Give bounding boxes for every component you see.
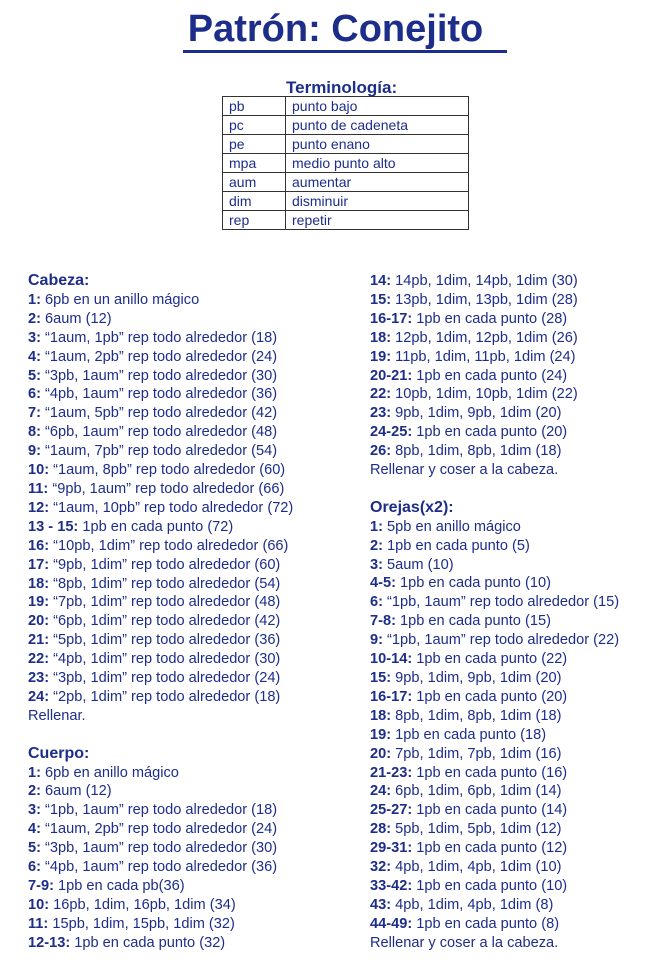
term-abbr: pe	[223, 135, 286, 154]
row-instruction: “1pb, 1aum” rep todo alrededor (18)	[45, 802, 278, 819]
row-instruction: “4pb, 1aum” rep todo alrededor (36)	[45, 859, 278, 876]
row-number: 19:	[370, 726, 392, 743]
pattern-row	[28, 575, 293, 594]
row-instruction: 15pb, 1dim, 15pb, 1dim (32)	[52, 915, 235, 932]
row-number: 3:	[28, 329, 41, 346]
pattern-row	[370, 329, 619, 348]
term-abbr: dim	[223, 192, 286, 211]
pattern-row	[28, 764, 293, 783]
row-number: 14:	[370, 273, 392, 289]
pattern-row	[28, 461, 293, 480]
term-abbr: pc	[223, 116, 286, 135]
cuerpo-rows	[28, 764, 293, 953]
pattern-row	[370, 385, 619, 404]
pattern-row	[28, 915, 293, 934]
row-instruction: 6pb en un anillo mágico	[45, 291, 200, 308]
pattern-row	[28, 858, 293, 877]
pattern-row	[370, 801, 619, 820]
row-instruction: 9pb, 1dim, 9pb, 1dim (20)	[395, 405, 562, 422]
pattern-row	[370, 518, 619, 537]
row-instruction: “4pb, 1aum” rep todo alrededor (36)	[45, 386, 278, 403]
row-number: 6:	[28, 859, 41, 876]
row-number: 23:	[28, 670, 50, 687]
pattern-row	[28, 669, 293, 688]
row-instruction: 1pb en cada punto (12)	[416, 840, 568, 857]
row-number: 24:	[28, 688, 50, 705]
row-number: 7-8:	[370, 613, 396, 630]
pattern-row	[28, 688, 293, 707]
row-instruction: 1pb en cada punto (22)	[416, 651, 568, 668]
pattern-row	[370, 688, 619, 707]
row-instruction: 6aum (12)	[45, 783, 112, 800]
row-number: 9:	[370, 632, 383, 649]
orejas-note: Rellenar y coser a la cabeza.	[370, 934, 559, 951]
terminology-row	[223, 192, 469, 211]
row-number: 24:	[370, 783, 392, 800]
row-number: 22:	[28, 651, 50, 668]
row-instruction: “5pb, 1dim” rep todo alrededor (36)	[53, 632, 281, 649]
pattern-row	[28, 896, 293, 915]
pattern-row	[370, 839, 619, 858]
terminology-row	[223, 135, 469, 154]
row-number: 21:	[28, 632, 50, 649]
row-number: 20:	[370, 745, 392, 762]
pattern-row	[28, 820, 293, 839]
pattern-row	[28, 310, 293, 329]
row-number: 12-13:	[28, 934, 71, 951]
pattern-row	[370, 745, 619, 764]
row-number: 18:	[28, 575, 50, 592]
pattern-row	[28, 329, 293, 348]
row-number: 26:	[370, 443, 392, 460]
cabeza-note: Rellenar.	[28, 707, 86, 724]
pattern-row	[28, 556, 293, 575]
terminology-table	[222, 96, 469, 230]
row-instruction: 1pb en cada punto (18)	[395, 726, 547, 743]
row-instruction: “1aum, 2pb” rep todo alrededor (24)	[45, 821, 278, 838]
pattern-row	[370, 348, 619, 367]
pattern-row	[28, 631, 293, 650]
row-instruction: 5pb en anillo mágico	[387, 518, 521, 535]
pattern-row	[28, 518, 293, 537]
row-instruction: 6pb, 1dim, 6pb, 1dim (14)	[395, 783, 562, 800]
row-instruction: “9pb, 1aum” rep todo alrededor (66)	[52, 480, 285, 497]
pattern-row	[370, 896, 619, 915]
pattern-row	[28, 499, 293, 518]
pattern-row	[28, 877, 293, 896]
row-number: 2:	[370, 537, 383, 554]
pattern-row	[28, 404, 293, 423]
row-number: 28:	[370, 821, 392, 838]
pattern-row	[370, 858, 619, 877]
row-number: 10-14:	[370, 651, 413, 668]
row-number: 19:	[28, 594, 50, 611]
pattern-row	[370, 915, 619, 934]
row-instruction: “6pb, 1aum” rep todo alrededor (48)	[45, 424, 278, 441]
pattern-row	[370, 556, 619, 575]
pattern-row	[370, 726, 619, 745]
row-number: 11:	[28, 915, 49, 932]
row-instruction: “1aum, 5pb” rep todo alrededor (42)	[45, 405, 278, 422]
row-number: 6:	[28, 386, 41, 403]
row-number: 24-25:	[370, 424, 413, 441]
row-instruction: 1pb en cada pb(36)	[58, 877, 185, 894]
row-number: 19:	[370, 348, 392, 365]
row-number: 8:	[28, 424, 41, 441]
row-number: 4:	[28, 348, 41, 365]
term-meaning: punto enano	[286, 135, 469, 154]
row-instruction: “8pb, 1dim” rep todo alrededor (54)	[53, 575, 281, 592]
term-abbr: rep	[223, 211, 286, 230]
row-number: 25-27:	[370, 802, 413, 819]
row-instruction: 1pb en cada punto (10)	[416, 877, 568, 894]
row-instruction: “1pb, 1aum” rep todo alrededor (22)	[387, 632, 620, 649]
pattern-row	[28, 423, 293, 442]
pattern-row	[370, 707, 619, 726]
row-number: 1:	[370, 518, 383, 535]
pattern-row	[28, 537, 293, 556]
row-instruction: 1pb en cada punto (20)	[416, 424, 568, 441]
terminology-row	[223, 97, 469, 116]
row-instruction: 1pb en cada punto (15)	[400, 613, 551, 630]
row-instruction: 6aum (12)	[45, 310, 112, 327]
row-instruction: 1pb en cada punto (32)	[74, 934, 226, 951]
row-number: 18:	[370, 329, 392, 346]
cabeza-rows	[28, 291, 293, 707]
row-instruction: 1pb en cada punto (24)	[416, 367, 568, 384]
row-instruction: 5aum (10)	[387, 556, 454, 573]
row-instruction: 1pb en cada punto (5)	[387, 537, 530, 554]
row-number: 3:	[28, 802, 41, 819]
term-meaning: punto de cadeneta	[286, 116, 469, 135]
row-instruction: 12pb, 1dim, 12pb, 1dim (26)	[395, 329, 578, 346]
row-instruction: “1pb, 1aum” rep todo alrededor (15)	[387, 594, 620, 611]
row-number: 20:	[28, 613, 50, 630]
cuerpo-title: Cuerpo:	[28, 744, 90, 762]
pattern-row	[28, 291, 293, 310]
pattern-row	[370, 291, 619, 310]
terminology-title: Terminología:	[286, 78, 398, 97]
row-number: 1:	[28, 764, 41, 781]
row-instruction: 11pb, 1dim, 11pb, 1dim (24)	[395, 348, 576, 365]
row-instruction: 1pb en cada punto (16)	[416, 764, 568, 781]
pattern-row	[370, 782, 619, 801]
row-number: 11:	[28, 480, 49, 497]
pattern-row	[370, 669, 619, 688]
pattern-row	[28, 442, 293, 461]
term-abbr: aum	[223, 173, 286, 192]
row-number: 43:	[370, 896, 392, 913]
pattern-row	[28, 348, 293, 367]
pattern-row	[28, 612, 293, 631]
orejas-title: Orejas(x2):	[370, 498, 454, 516]
pattern-row	[370, 877, 619, 896]
row-number: 15:	[370, 291, 392, 308]
term-meaning: disminuir	[286, 192, 469, 211]
cuerpo-rows-continued	[370, 272, 619, 461]
row-number: 32:	[370, 859, 392, 876]
row-number: 2:	[28, 310, 41, 327]
pattern-row	[370, 612, 619, 631]
pattern-row	[28, 385, 293, 404]
pattern-row	[370, 631, 619, 650]
row-instruction: 1pb en cada punto (28)	[416, 310, 568, 327]
terminology-row	[223, 154, 469, 173]
pattern-row	[370, 820, 619, 839]
row-instruction: “3pb, 1aum” rep todo alrededor (30)	[45, 840, 278, 857]
row-instruction: 5pb, 1dim, 5pb, 1dim (12)	[395, 821, 562, 838]
pattern-row	[370, 310, 619, 329]
row-instruction: 7pb, 1dim, 7pb, 1dim (16)	[395, 745, 562, 762]
row-instruction: 13pb, 1dim, 13pb, 1dim (28)	[395, 291, 578, 308]
row-instruction: “1aum, 10pb” rep todo alrededor (72)	[53, 499, 294, 516]
row-instruction: 4pb, 1dim, 4pb, 1dim (10)	[395, 859, 562, 876]
row-number: 4-5:	[370, 575, 396, 592]
row-instruction: “1aum, 2pb” rep todo alrededor (24)	[45, 348, 278, 365]
row-instruction: “9pb, 1dim” rep todo alrededor (60)	[53, 556, 281, 573]
row-instruction: 8pb, 1dim, 8pb, 1dim (18)	[395, 707, 562, 724]
row-instruction: “7pb, 1dim” rep todo alrededor (48)	[53, 594, 281, 611]
row-number: 16-17:	[370, 310, 413, 327]
row-number: 18:	[370, 707, 392, 724]
pattern-row	[28, 480, 293, 499]
term-meaning: punto bajo	[286, 97, 469, 116]
row-instruction: 16pb, 1dim, 16pb, 1dim (34)	[53, 896, 236, 913]
row-instruction: 10pb, 1dim, 10pb, 1dim (22)	[395, 386, 578, 403]
row-instruction: 9pb, 1dim, 9pb, 1dim (20)	[395, 670, 562, 687]
row-instruction: “10pb, 1dim” rep todo alrededor (66)	[53, 537, 289, 554]
row-number: 10:	[28, 896, 50, 913]
pattern-row	[370, 272, 619, 291]
row-instruction: “1aum, 1pb” rep todo alrededor (18)	[45, 329, 278, 346]
row-instruction: 4pb, 1dim, 4pb, 1dim (8)	[395, 896, 554, 913]
term-meaning: aumentar	[286, 173, 469, 192]
row-instruction: 14pb, 1dim, 14pb, 1dim (30)	[395, 273, 578, 289]
row-instruction: “4pb, 1dim” rep todo alrededor (30)	[53, 651, 281, 668]
pattern-row	[370, 593, 619, 612]
row-number: 29-31:	[370, 840, 413, 857]
terminology-row	[223, 173, 469, 192]
row-number: 23:	[370, 405, 392, 422]
section-gap	[370, 480, 619, 499]
row-number: 44-49:	[370, 915, 413, 932]
right-column	[370, 272, 619, 953]
row-number: 16:	[28, 537, 50, 554]
row-instruction: 6pb en anillo mágico	[45, 764, 179, 781]
term-meaning: repetir	[286, 211, 469, 230]
row-instruction: “2pb, 1dim” rep todo alrededor (18)	[53, 688, 281, 705]
term-abbr: mpa	[223, 154, 286, 173]
row-number: 7:	[28, 405, 41, 422]
left-column	[28, 272, 293, 953]
term-meaning: medio punto alto	[286, 154, 469, 173]
row-number: 22:	[370, 386, 392, 403]
title-underline	[183, 50, 507, 53]
row-number: 6:	[370, 594, 383, 611]
page-title: Patrón: Conejito	[187, 8, 484, 50]
row-instruction: 8pb, 1dim, 8pb, 1dim (18)	[395, 443, 562, 460]
row-number: 5:	[28, 367, 41, 384]
row-instruction: “3pb, 1dim” rep todo alrededor (24)	[53, 670, 281, 687]
pattern-row	[370, 764, 619, 783]
row-number: 15:	[370, 670, 392, 687]
row-number: 33-42:	[370, 877, 413, 894]
row-instruction: 1pb en cada punto (14)	[416, 802, 568, 819]
row-number: 13 - 15:	[28, 518, 79, 535]
row-number: 20-21:	[370, 367, 413, 384]
row-number: 10:	[28, 462, 50, 479]
row-instruction: “1aum, 8pb” rep todo alrededor (60)	[53, 462, 286, 479]
row-number: 5:	[28, 840, 41, 857]
row-number: 7-9:	[28, 877, 54, 894]
row-instruction: “6pb, 1dim” rep todo alrededor (42)	[53, 613, 281, 630]
pattern-row	[28, 593, 293, 612]
pattern-row	[370, 423, 619, 442]
terminology-row	[223, 211, 469, 230]
pattern-row	[370, 442, 619, 461]
row-instruction: “3pb, 1aum” rep todo alrededor (30)	[45, 367, 278, 384]
row-instruction: 1pb en cada punto (8)	[416, 915, 560, 932]
row-instruction: 1pb en cada punto (10)	[400, 575, 551, 592]
row-number: 21-23:	[370, 764, 413, 781]
pattern-row	[28, 839, 293, 858]
pattern-row	[28, 801, 293, 820]
orejas-rows	[370, 518, 619, 934]
row-number: 9:	[28, 443, 41, 460]
row-instruction: 1pb en cada punto (72)	[82, 518, 234, 535]
row-number: 1:	[28, 291, 41, 308]
pattern-row	[28, 650, 293, 669]
term-abbr: pb	[223, 97, 286, 116]
row-instruction: “1aum, 7pb” rep todo alrededor (54)	[45, 443, 278, 460]
row-number: 3:	[370, 556, 383, 573]
pattern-row	[28, 934, 293, 953]
pattern-row	[28, 782, 293, 801]
row-number: 16-17:	[370, 688, 413, 705]
cuerpo-note: Rellenar y coser a la cabeza.	[370, 462, 559, 479]
pattern-row	[370, 537, 619, 556]
row-instruction: 1pb en cada punto (20)	[416, 688, 568, 705]
pattern-row	[370, 367, 619, 386]
section-gap	[28, 726, 293, 745]
terminology-row	[223, 116, 469, 135]
pattern-row	[370, 404, 619, 423]
row-number: 2:	[28, 783, 41, 800]
row-number: 12:	[28, 499, 50, 516]
row-number: 4:	[28, 821, 41, 838]
pattern-row	[370, 574, 619, 593]
pattern-row	[28, 367, 293, 386]
cabeza-title: Cabeza:	[28, 272, 90, 289]
pattern-row	[370, 650, 619, 669]
row-number: 17:	[28, 556, 50, 573]
